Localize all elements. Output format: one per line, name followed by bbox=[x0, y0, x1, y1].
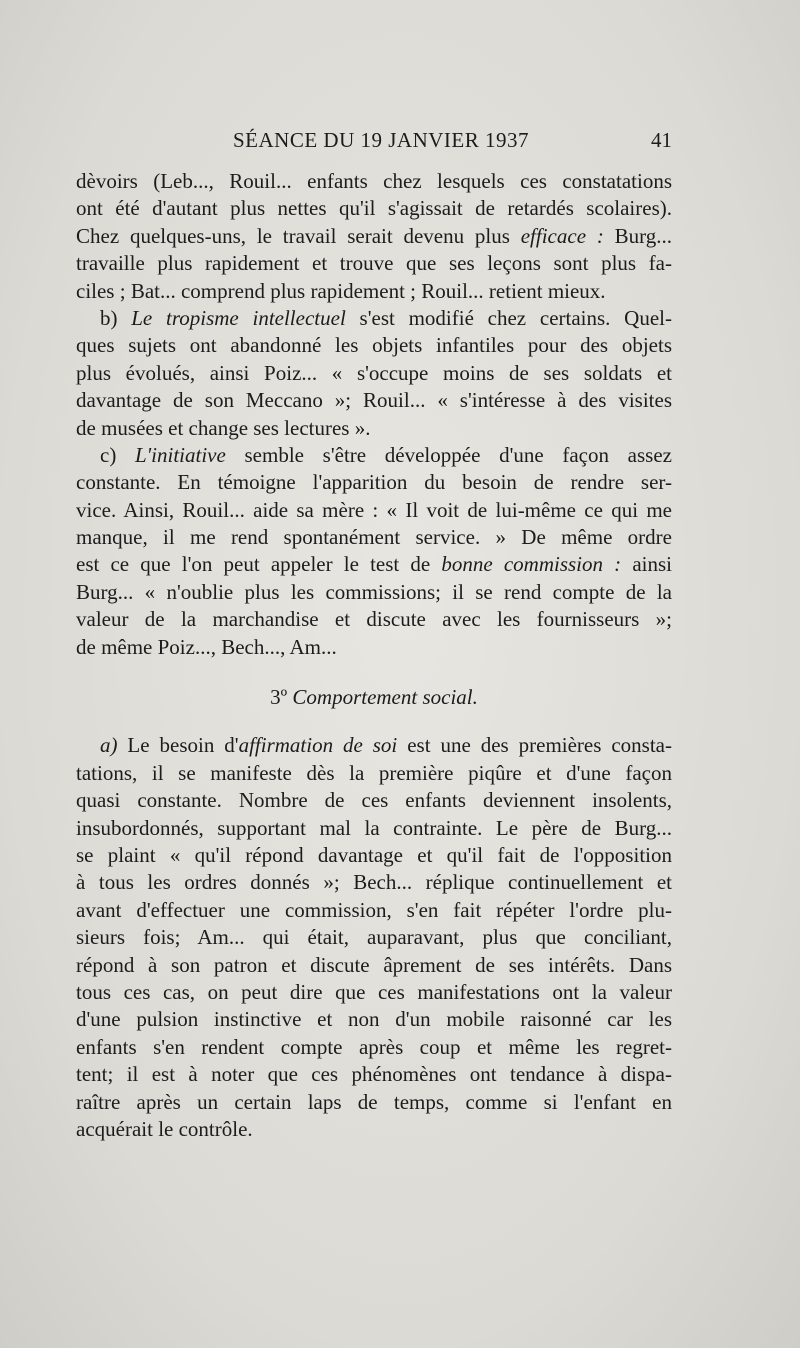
text-line: d'une pulsion instinctive et non d'un mobile raisonné car les bbox=[76, 1007, 672, 1032]
text-line: enfants s'en rendent compte après coup et même les regret- bbox=[76, 1034, 672, 1059]
text-line: à tous les ordres donnés »; Bech... réplique continuellement et bbox=[76, 870, 672, 895]
text-line: répond à son patron et discute âprement de ses intérêts. Dans bbox=[76, 952, 672, 977]
emphasis: Le tropisme intellectuel bbox=[131, 305, 346, 330]
text-line: constante. En témoigne l'apparition du besoin de rendre ser- bbox=[76, 470, 672, 495]
paragraph-b bbox=[76, 305, 672, 442]
text-line: a) Le besoin d'affirmation de soi est une des premières consta- bbox=[100, 733, 672, 758]
text-line: insubordonnés, supportant mal la contrainte. Le père de Burg... bbox=[76, 815, 672, 840]
body-text bbox=[76, 168, 672, 1143]
text-line: Chez quelques-uns, le travail serait devenu plus efficace : Burg... bbox=[76, 223, 672, 248]
text-line: davantage de son Meccano »; Rouil... « s'intéresse à des visites bbox=[76, 388, 672, 413]
text-line: manque, il me rend spontanément service. » De même ordre bbox=[76, 525, 672, 550]
text-line: plus évolués, ainsi Poiz... « s'occupe moins de ses soldats et bbox=[76, 360, 672, 385]
page-number: 41 bbox=[651, 128, 672, 152]
text-line: sieurs fois; Am... qui était, auparavant, plus que conciliant, bbox=[76, 925, 672, 950]
text-line: vice. Ainsi, Rouil... aide sa mère : « Il voit de lui-même ce qui me bbox=[76, 497, 672, 522]
text-line: de même Poiz..., Bech..., Am... bbox=[76, 634, 337, 659]
text-line: est ce que l'on peut appeler le test de bonne commission : ainsi bbox=[76, 552, 672, 577]
emphasis: L'initiative bbox=[135, 442, 226, 467]
paragraph-a bbox=[76, 732, 672, 1143]
running-head: SÉANCE DU 19 JANVIER 1937 bbox=[233, 128, 529, 152]
text-line: avant d'effectuer une commission, s'en fait répéter l'ordre plu- bbox=[76, 897, 672, 922]
text-line: tations, il se manifeste dès la première piqûre et d'une façon bbox=[76, 760, 672, 785]
section-heading: 3º Comportement social. bbox=[270, 685, 478, 710]
paragraph-c bbox=[76, 442, 672, 661]
text-line: ont été d'autant plus nettes qu'il s'agissait de retardés scolaires). bbox=[76, 196, 672, 221]
text-line: tous ces cas, on peut dire que ces manifestations ont la valeur bbox=[76, 979, 672, 1004]
text-line: dèvoirs (Leb..., Rouil... enfants chez lesquels ces constatations bbox=[76, 169, 672, 193]
text-line: b) Le tropisme intellectuel s'est modifié chez certains. Quel- bbox=[100, 305, 672, 330]
text-line: Burg... « n'oublie plus les commissions; il se rend compte de la bbox=[76, 579, 672, 604]
emphasis: bonne commission : bbox=[441, 552, 622, 577]
text-line: acquérait le contrôle. bbox=[76, 1116, 253, 1141]
text-line: travaille plus rapidement et trouve que ses leçons sont plus fa- bbox=[76, 251, 672, 276]
page-header bbox=[76, 128, 672, 160]
section-title: Comportement social. bbox=[292, 685, 478, 710]
text-line: c) L'initiative semble s'être développée d'une façon assez bbox=[100, 442, 672, 467]
text-line: se plaint « qu'il répond davantage et qu'il fait de l'opposition bbox=[76, 842, 672, 867]
paragraph-continuation bbox=[76, 168, 672, 305]
text-line: raître après un certain laps de temps, comme si l'enfant en bbox=[76, 1089, 672, 1114]
emphasis: affirmation de soi bbox=[238, 733, 398, 758]
text-line: valeur de la marchandise et discute avec les fournisseurs »; bbox=[76, 607, 672, 632]
text-line: tent; il est à noter que ces phénomènes ont tendance à dispa- bbox=[76, 1062, 672, 1087]
text-line: de musées et change ses lectures ». bbox=[76, 415, 371, 440]
text-line: quasi constante. Nombre de ces enfants deviennent insolents, bbox=[76, 788, 672, 813]
text-line: ques sujets ont abandonné les objets infantiles pour des objets bbox=[76, 333, 672, 358]
emphasis: efficace : bbox=[520, 223, 604, 248]
text-line: ciles ; Bat... comprend plus rapidement ; Rouil... retient mieux. bbox=[76, 278, 606, 303]
